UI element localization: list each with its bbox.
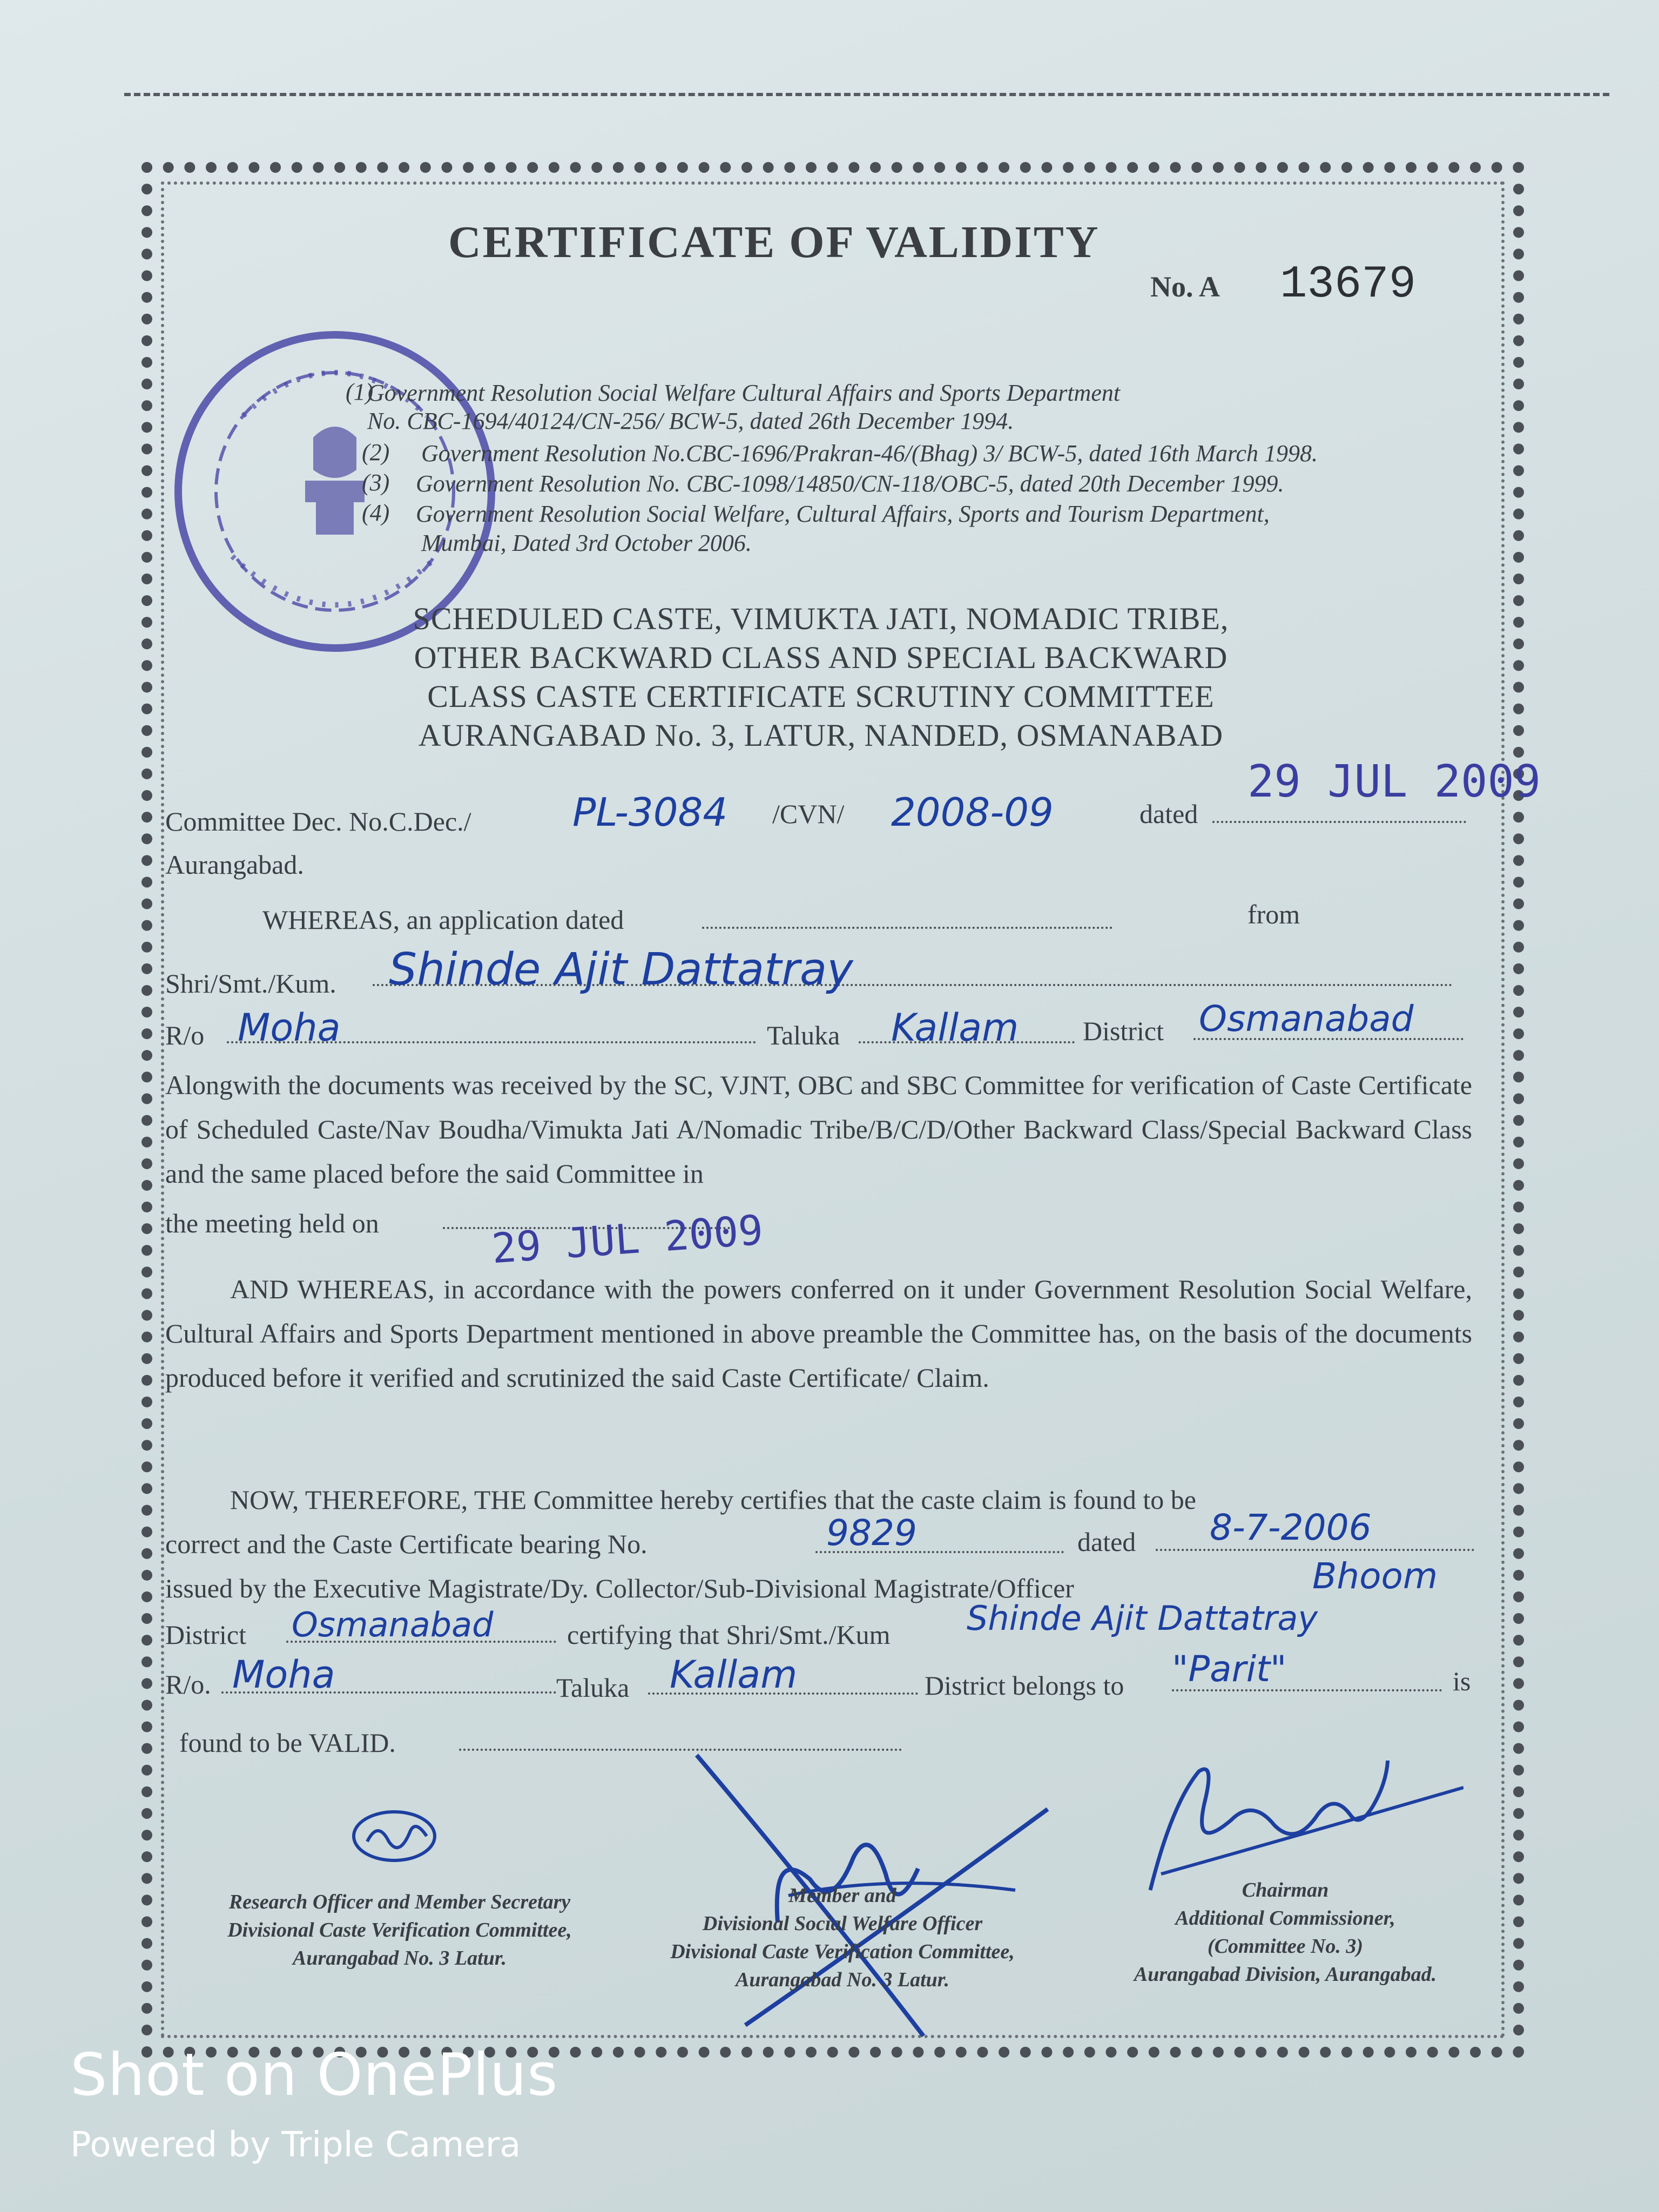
caste-value: "Parit" <box>1172 1648 1287 1690</box>
signatory-member <box>626 1881 1058 1994</box>
ro2-value: Moha <box>232 1653 335 1697</box>
signatory-line: Divisional Caste Verification Committee, <box>227 1919 572 1941</box>
reference-number: (1) <box>346 379 374 405</box>
certifying-label: certifying that Shri/Smt./Kum <box>567 1620 891 1650</box>
signatory-line: (Committee No. 3) <box>1207 1935 1364 1958</box>
residence-value: Moha <box>238 1006 341 1050</box>
dated-label: dated <box>1139 799 1198 829</box>
district-value: Osmanabad <box>1199 998 1414 1040</box>
dec-label: Committee Dec. No.C.Dec./ <box>165 806 471 837</box>
committee-heading <box>400 599 1242 755</box>
signatory-line: Aurangabad Division, Aurangabad. <box>1134 1963 1437 1986</box>
taluka2-value: Kallam <box>670 1653 798 1697</box>
reference-line: Government Resolution Social Welfare Cultural Affairs and Sports Department <box>367 380 1121 406</box>
district2-value: Osmanabad <box>292 1605 494 1644</box>
cvn-label: /CVN/ <box>772 799 845 829</box>
certificate-number: 13679 <box>1280 259 1417 311</box>
top-dashed-rule <box>124 93 1609 96</box>
signatory-line: Divisional Social Welfare Officer <box>702 1912 983 1935</box>
signatory-line: Divisional Caste Verification Committee, <box>670 1940 1015 1963</box>
reference-number: (2) <box>362 439 390 466</box>
taluka2-label: Taluka <box>556 1673 630 1703</box>
camera-watermark-subtitle: Powered by Triple Camera <box>70 2125 521 2165</box>
cert-date-label: dated <box>1077 1527 1136 1557</box>
certify-line: NOW, THEREFORE, THE Committee hereby certifies that the caste claim is found to be <box>230 1485 1196 1515</box>
committee-line: CLASS CASTE CERTIFICATE SCRUTINY COMMITTEE <box>427 679 1215 714</box>
whereas-label: WHEREAS, an application dated <box>262 905 624 935</box>
cert-no-label: correct and the Caste Certificate bearing No. <box>165 1529 648 1559</box>
taluka-label: Taluka <box>767 1020 840 1050</box>
certifying-value: Shinde Ajit Dattatray <box>967 1599 1318 1638</box>
cert-date-value: 8-7-2006 <box>1210 1507 1372 1548</box>
signatory-secretary <box>184 1888 616 1972</box>
is-label: is <box>1453 1666 1471 1696</box>
reference-number: (4) <box>362 500 390 526</box>
place-label: Aurangabad. <box>165 849 304 880</box>
verification-paragraph: Alongwith the documents was received by the SC, VJNT, OBC and SBC Committee for verification of Caste Certificate of Scheduled Caste/Nav Boudha/Vimukta Jati A/Nomadic Tribe/B/C/D/Other Backward Class/Special Backward Class and the same placed before the said Committee in <box>165 1070 1472 1189</box>
reference-line: Government Resolution No. CBC-1098/14850/CN-118/OBC-5, dated 20th December 1999. <box>416 470 1284 497</box>
cvn-value: 2008-09 <box>891 790 1054 835</box>
ro2-label: R/o. <box>165 1669 211 1700</box>
dated-rule <box>1212 821 1466 823</box>
signatory-line: Member and <box>788 1884 896 1907</box>
signatory-line: Research Officer and Member Secretary <box>228 1891 571 1913</box>
taluka-value: Kallam <box>891 1006 1019 1050</box>
issued-value: Bhoom <box>1312 1555 1438 1597</box>
reference-number: (3) <box>362 469 390 496</box>
secretary-signature-icon <box>346 1804 443 1869</box>
valid-line: found to be VALID. <box>179 1728 396 1758</box>
certificate-number-label: No. A <box>1150 271 1220 303</box>
powers-paragraph: AND WHEREAS, in accordance with the powers conferred on it under Government Resolution Social Welfare, Cultural Affairs and Sports Department mentioned in above preamble the Committee has, on the basis of the documents produced before it verified and scrutinized the said Caste Certificate/ Claim. <box>165 1274 1472 1393</box>
name-label: Shri/Smt./Kum. <box>165 968 336 999</box>
reference-line: Government Resolution Social Welfare, Cultural Affairs, Sports and Tourism Department, <box>416 501 1270 527</box>
committee-line: OTHER BACKWARD CLASS AND SPECIAL BACKWARD <box>414 640 1228 675</box>
signatory-line: Additional Commissioner, <box>1175 1907 1395 1930</box>
reference-line: No. CBC-1694/40124/CN-256/ BCW-5, dated 26th December 1994. <box>367 408 1014 434</box>
applicant-name: Shinde Ajit Dattatray <box>389 944 853 995</box>
district2-label: District <box>165 1620 246 1650</box>
issued-label: issued by the Executive Magistrate/Dy. Collector/Sub-Divisional Magistrate/Officer <box>165 1573 1074 1603</box>
cert-no-value: 9829 <box>826 1512 917 1554</box>
residence-label: R/o <box>165 1020 205 1050</box>
committee-line: SCHEDULED CASTE, VIMUKTA JATI, NOMADIC TRIBE, <box>413 601 1229 636</box>
committee-line: AURANGABAD No. 3, LATUR, NANDED, OSMANABAD <box>418 718 1224 753</box>
meeting-stamp: 29 JUL 2009 <box>490 1205 765 1273</box>
from-label: from <box>1247 899 1300 929</box>
signatory-line: Chairman <box>1242 1879 1329 1901</box>
signatory-line: Aurangabad No. 3 Latur. <box>293 1947 507 1970</box>
dec-value: PL-3084 <box>572 790 728 835</box>
reference-line: Mumbai, Dated 3rd October 2006. <box>421 530 752 556</box>
certificate-title: CERTIFICATE OF VALIDITY <box>448 217 1100 267</box>
reference-line: Government Resolution No.CBC-1696/Prakran-46/(Bhag) 3/ BCW-5, dated 16th March 1998. <box>421 440 1318 467</box>
dated-stamp: 29 JUL 2009 <box>1247 756 1541 807</box>
application-date-rule <box>702 927 1112 929</box>
signatory-line: Aurangabad No. 3 Latur. <box>736 1968 949 1991</box>
signatory-chairman <box>1069 1876 1501 1988</box>
belongs-label: District belongs to <box>925 1670 1124 1701</box>
district-label: District <box>1083 1016 1164 1046</box>
camera-watermark: Shot on OnePlus <box>70 2041 558 2109</box>
cert-date-rule <box>1156 1549 1474 1551</box>
meeting-label: the meeting held on <box>165 1208 379 1238</box>
